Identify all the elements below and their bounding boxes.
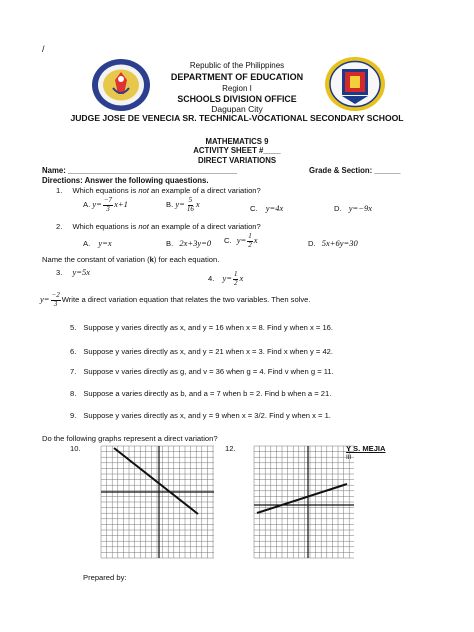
problem-8: 8. Suppose a varies directly as b, and a = 7 when b = 2. Find b when a = 21. (70, 389, 332, 398)
q1-option-c[interactable]: C. y=4x (250, 203, 284, 213)
school-name: JUDGE JOSE DE VENECIA SR. TECHNICAL-VOCATIONAL SECONDARY SCHOOL (70, 113, 404, 123)
question-suffix: an example of a direct variation? (148, 186, 261, 195)
question-prefix: Which equations is (72, 186, 139, 195)
problem-5: 5. Suppose y varies directly as x, and y = 16 when x = 8. Find y when x = 16. (70, 323, 334, 332)
author-name-fragment: Y S. MEJIA (346, 444, 386, 453)
question-number: 2. (56, 222, 63, 231)
q1-option-b[interactable]: B. y= $\frac{5}{16}$ x (166, 196, 200, 213)
problem-6: 6. Suppose y varies directly as x, and y = 21 when x = 3. Find x when y = 42. (70, 347, 334, 356)
question-emphasis: not (138, 186, 149, 195)
region-line: Region I (222, 84, 252, 93)
grade-section-field[interactable]: Grade & Section: ______ (309, 166, 401, 175)
q2-option-c[interactable]: C. y= $\frac{1}{2}$ x (224, 232, 258, 249)
q1-option-d[interactable]: D. y=−9x (334, 203, 372, 213)
question-suffix: an example of a direct variation? (148, 222, 261, 231)
name-field[interactable] (42, 166, 237, 175)
graph-10-line (114, 448, 198, 514)
problem-7: 7. Suppose v varies directly as g, and v = 36 when g = 4. Find v when g = 11. (70, 367, 334, 376)
graph-12 (254, 446, 354, 558)
constant-instruction: Name the constant of variation (k) for each equation. (42, 255, 220, 264)
topic-title: DIRECT VARIATIONS (197, 156, 277, 165)
write-equation-instruction: y= $\frac{-2}{3}$ Write a direct variation equation that relates the two variables. Then solve. (40, 291, 311, 308)
question-number: 1. (56, 186, 63, 195)
division-line: SCHOOLS DIVISION OFFICE (177, 94, 297, 104)
q2-option-d[interactable]: D. 5x+6y=30 (308, 238, 358, 248)
question-prefix: Which equations is (72, 222, 139, 231)
problem-9: 9. Suppose y varies directly as x, and y = 9 when x = 3/2. Find y when x = 1. (70, 411, 331, 420)
name-blank: _______________________________________ (68, 166, 238, 175)
department-line: DEPARTMENT OF EDUCATION (170, 72, 304, 82)
graph-12-line (257, 484, 347, 513)
q2-option-b[interactable]: B. 2x+3y=0 (166, 238, 212, 248)
graph-12-label: 12. (225, 444, 236, 453)
author-suffix-fragment: III (346, 454, 352, 461)
graph-10 (101, 446, 214, 558)
subject-title: MATHEMATICS 9 (205, 137, 269, 146)
question-emphasis: not (138, 222, 149, 231)
city-line: Dagupan City (211, 104, 263, 114)
question-3: 3. y=5x (56, 267, 90, 277)
republic-line: Republic of the Philippines (189, 61, 285, 70)
activity-title: ACTIVITY SHEET #____ (193, 146, 281, 155)
directions: Directions: Answer the following quaestions. (42, 176, 209, 185)
graphs-question: Do the following graphs represent a direct variation? (42, 434, 218, 443)
graph-10-label: 10. (70, 444, 81, 453)
page-mark: / (42, 44, 45, 54)
question-1 (56, 186, 261, 195)
question-4: 4. y= $\frac{1}{2}$ x (208, 270, 244, 287)
prepared-by: Prepared by: (83, 573, 127, 582)
q2-option-a[interactable]: A. y=x (83, 238, 112, 248)
q1-option-a[interactable]: A. y= $\frac{-7}{3}$ x+1 (83, 196, 128, 213)
name-label: Name: (42, 166, 66, 175)
question-2 (56, 222, 261, 231)
